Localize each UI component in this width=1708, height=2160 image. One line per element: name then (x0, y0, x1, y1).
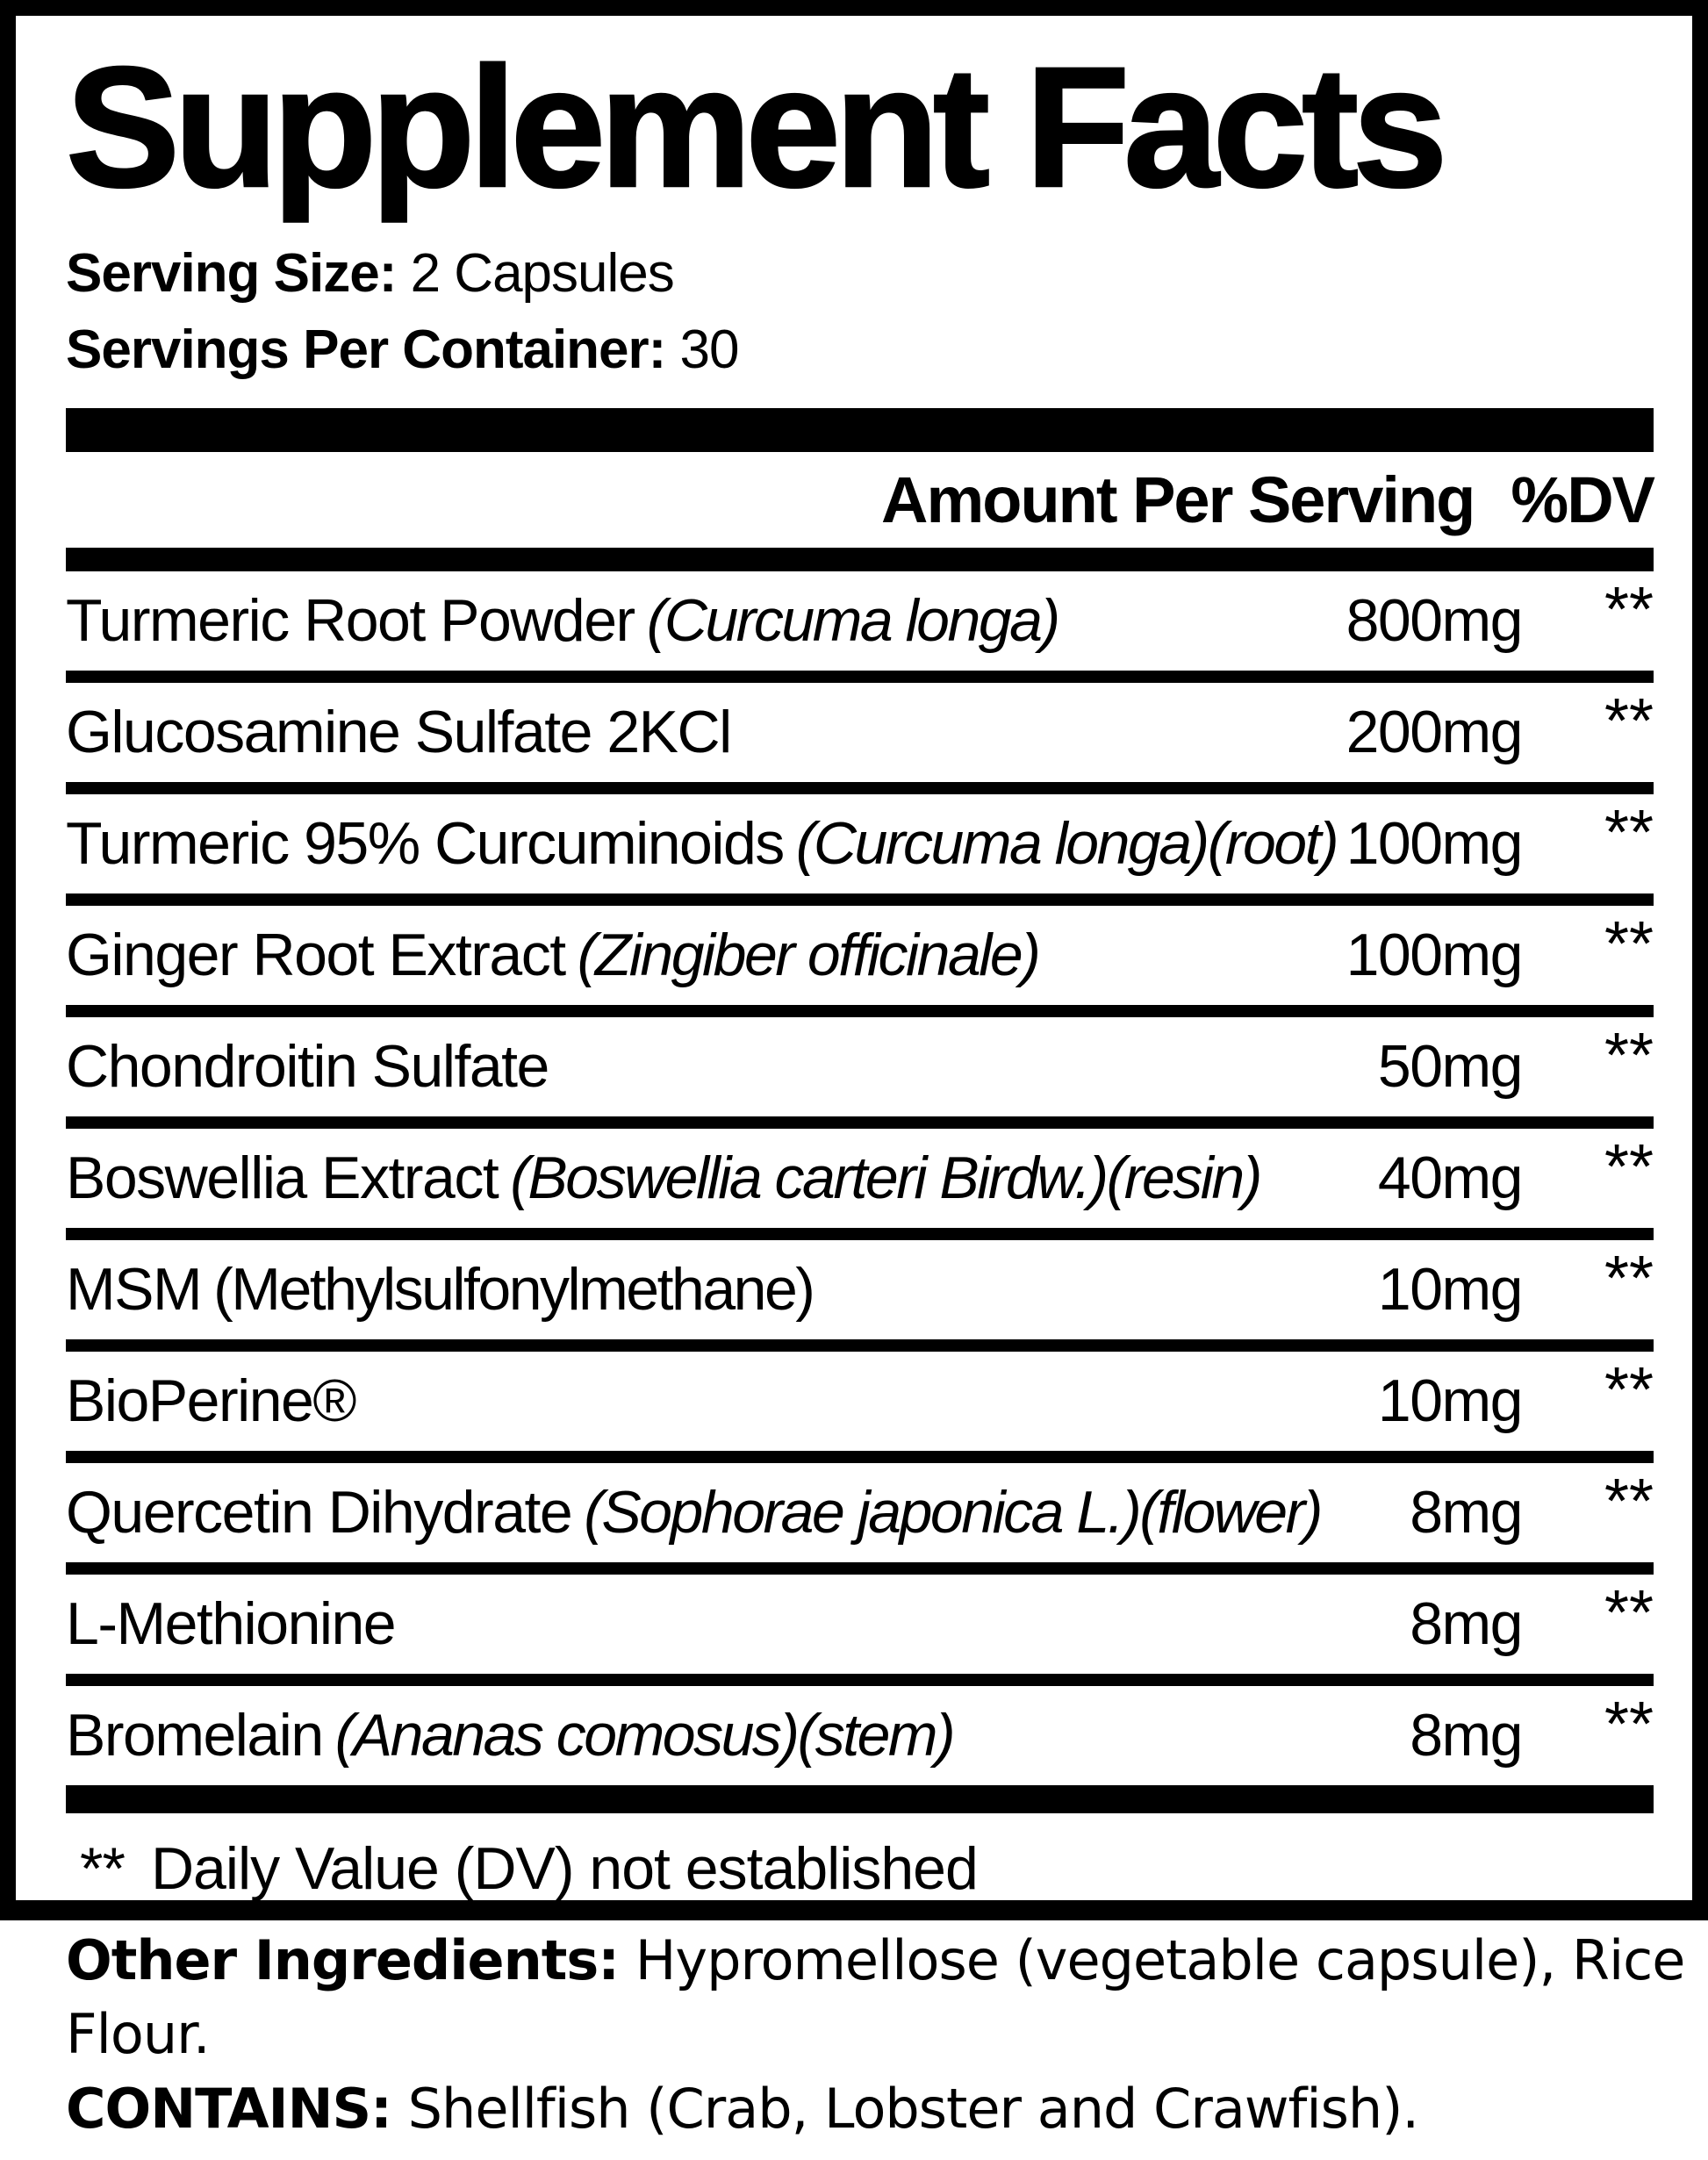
ingredient-dv: ** (1604, 797, 1654, 868)
divider-above-footnote (66, 1785, 1654, 1813)
servings-per-container-line (66, 312, 1654, 389)
ingredient-name-group (66, 1145, 1260, 1212)
row-separator (66, 782, 1654, 794)
ingredient-dv: ** (1604, 574, 1654, 645)
page-title: Supplement Facts (66, 32, 1442, 223)
ingredient-botanical-detail: (Curcuma longa) (646, 587, 1059, 655)
ingredient-name: Ginger Root Extract (66, 922, 565, 989)
ingredient-dv: ** (1604, 1689, 1654, 1760)
serving-size-label: Serving Size: (66, 243, 397, 304)
ingredient-name-group (66, 922, 1039, 989)
ingredient-name-group (66, 1702, 954, 1769)
ingredient-name: MSM (66, 1256, 202, 1324)
ingredient-name: Quercetin Dihydrate (66, 1479, 572, 1546)
ingredient-name-group (66, 1033, 549, 1101)
ingredient-dv: ** (1604, 908, 1654, 980)
ingredient-dv: ** (1604, 685, 1654, 757)
footnote-text: Daily Value (DV) not established (150, 1834, 978, 1902)
divider-below-header (66, 548, 1654, 571)
ingredient-amount: 200mg (1346, 699, 1522, 766)
ingredient-name: Bromelain (66, 1702, 323, 1769)
row-separator (66, 1005, 1654, 1017)
row-separator (66, 671, 1654, 683)
row-separator (66, 893, 1654, 906)
ingredient-table (66, 571, 1654, 1785)
ingredient-name: Turmeric 95% Curcuminoids (66, 810, 784, 878)
ingredient-amount: 8mg (1410, 1479, 1522, 1546)
ingredient-row (66, 1686, 1654, 1785)
serving-info (66, 236, 1654, 389)
ingredient-name: Glucosamine Sulfate 2KCl (66, 699, 731, 766)
table-column-header (66, 452, 1654, 548)
contains-label: CONTAINS: (66, 2076, 391, 2141)
row-separator (66, 1674, 1654, 1686)
divider-thick-top (66, 408, 1654, 452)
serving-size-line (66, 236, 1654, 312)
ingredient-botanical-detail: (Curcuma longa)(root) (795, 810, 1338, 878)
row-separator (66, 1339, 1654, 1352)
ingredient-dv: ** (1604, 1020, 1654, 1091)
amount-per-serving-header: Amount Per Serving (881, 463, 1475, 536)
ingredient-amount: 50mg (1377, 1033, 1522, 1101)
ingredient-amount: 800mg (1346, 587, 1522, 655)
ingredient-dv: ** (1604, 1131, 1654, 1202)
ingredient-botanical-detail: (Boswellia carteri Birdw.)(resin) (510, 1145, 1260, 1212)
other-ingredients-section (66, 1924, 1685, 2146)
ingredient-name-group (66, 1367, 355, 1435)
ingredient-name-group (66, 1590, 396, 1658)
ingredient-name: Chondroitin Sulfate (66, 1033, 549, 1101)
other-ingredients-label: Other Ingredients: (66, 1928, 620, 1992)
ingredient-dv: ** (1604, 1354, 1654, 1425)
ingredient-botanical-detail: (Sophorae japonica L.)(flower) (584, 1479, 1321, 1546)
ingredient-dv: ** (1604, 1243, 1654, 1314)
contains-paragraph (66, 2072, 1685, 2146)
other-ingredients-text: Hypromellose (vegetable capsule), Rice Flour. (66, 1928, 1685, 2067)
ingredient-name: Boswellia Extract (66, 1145, 499, 1212)
ingredient-row (66, 1463, 1654, 1562)
ingredient-dv: ** (1604, 1466, 1654, 1537)
servings-per-container-label: Servings Per Container: (66, 319, 666, 380)
ingredient-name: Turmeric Root Powder (66, 587, 635, 655)
ingredient-name: BioPerine® (66, 1367, 355, 1435)
ingredient-row (66, 683, 1654, 782)
ingredient-amount: 10mg (1377, 1367, 1522, 1435)
row-separator (66, 1451, 1654, 1463)
ingredient-name-group (66, 699, 731, 766)
row-separator (66, 1228, 1654, 1240)
ingredient-amount: 8mg (1410, 1590, 1522, 1658)
daily-value-footnote (66, 1813, 1654, 1903)
ingredient-botanical-detail: (Methylsulfonylmethane) (213, 1256, 814, 1324)
ingredient-dv: ** (1604, 1577, 1654, 1648)
ingredient-name: L-Methionine (66, 1590, 396, 1658)
row-separator (66, 1562, 1654, 1575)
ingredient-botanical-detail: (Zingiber officinale) (577, 922, 1039, 989)
ingredient-name-group (66, 810, 1338, 878)
ingredient-row (66, 906, 1654, 1005)
ingredient-amount: 100mg (1346, 810, 1522, 878)
footnote-marker: ** (80, 1834, 125, 1902)
percent-dv-header: %DV (1511, 463, 1654, 536)
ingredient-amount: 100mg (1346, 922, 1522, 989)
ingredient-row (66, 1017, 1654, 1116)
row-separator (66, 1116, 1654, 1129)
ingredient-name-group (66, 587, 1059, 655)
ingredient-amount: 40mg (1377, 1145, 1522, 1212)
ingredient-name-group (66, 1256, 814, 1324)
ingredient-row (66, 571, 1654, 671)
ingredient-name-group (66, 1479, 1321, 1546)
ingredient-amount: 8mg (1410, 1702, 1522, 1769)
ingredient-row (66, 1240, 1654, 1339)
servings-per-container-value: 30 (679, 319, 739, 380)
other-ingredients-paragraph (66, 1924, 1685, 2072)
ingredient-row (66, 1129, 1654, 1228)
contains-text: Shellfish (Crab, Lobster and Crawfish). (391, 2076, 1419, 2141)
ingredient-botanical-detail: (Ananas comosus)(stem) (334, 1702, 954, 1769)
ingredient-row (66, 1575, 1654, 1674)
ingredient-amount: 10mg (1377, 1256, 1522, 1324)
serving-size-value: 2 Capsules (410, 243, 674, 304)
ingredient-row (66, 794, 1654, 893)
ingredient-row (66, 1352, 1654, 1451)
